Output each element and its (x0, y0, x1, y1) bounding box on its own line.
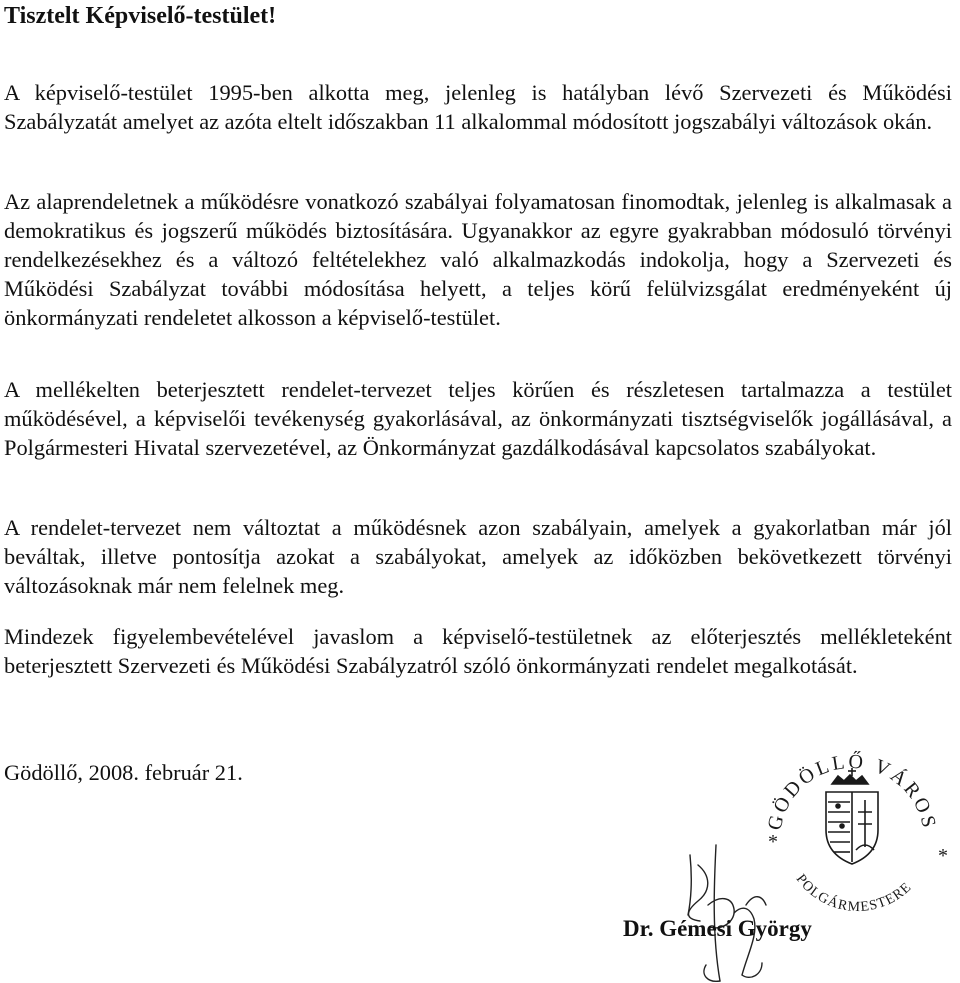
body-paragraph-3: A mellékelten beterjesztett rendelet-tervezet teljes körűen és részletesen tartalmazza a testület működésével, a képviselői tevékenység gyakorlásával, az önkormányzati tisztségviselők jogállásával, a Polgármesteri Hivatal szervezetével, az Önkormányzat gazdálkodásával kapcsolatos szabályokat. (4, 377, 952, 460)
stamp-text-bottom (793, 872, 915, 915)
signatory-name: Dr. Gémesi György (623, 916, 812, 941)
coat-of-arms-icon (826, 768, 878, 864)
handwritten-signature (650, 835, 790, 983)
body-paragraph-2: Az alaprendeletnek a működésre vonatkozó szabályai folyamatosan finomodtak, jelenleg is alkalmasak a demokratikus és jogszerű működés biztosítására. Ugyanakkor az egyre gyakrabban módosuló törvényi rendelkezésekhez és a változó feltételekhez való alkalmazkodás indokolja, hogy a Szervezeti és Működési Szabályzat további módosítása helyett, a teljes körű felülvizsgálat eredményeként új önkormányzati rendeletet alkosson a képviselő-testület. (4, 189, 952, 330)
body-paragraph-5: Mindezek figyelembevételével javaslom a képviselő-testületnek az előterjesztés mellékleteként beterjesztett Szervezeti és Működési Szabályzatról szóló önkormányzati rendelet megalkotását. (4, 624, 952, 678)
body-paragraph-4: A rendelet-tervezet nem változtat a működésnek azon szabályain, amelyek a gyakorlatban már jól beváltak, illetve pontosítja azokat a szabályokat, amelyek az időközben bekövetkezett törvényi változásoknak már nem felelnek meg. (4, 515, 952, 598)
stamp-star-right: * (938, 845, 948, 867)
salutation-heading: Tisztelt Képviselő-testület! (4, 3, 277, 29)
svg-text:POLGÁRMESTERE (793, 872, 915, 915)
date-line: Gödöllő, 2008. február 21. (4, 760, 243, 785)
body-paragraph-1: A képviselő-testület 1995-ben alkotta meg, jelenleg is hatályban lévő Szervezeti és Működési Szabályzatát amelyet az azóta eltelt időszakban 11 alkalommal módosított jogszabályi változások okán. (4, 80, 952, 134)
stamp-bottom-text-path: POLGÁRMESTERE (792, 871, 915, 916)
stamp-top-text-path: GÖDÖLLŐ VÁROS (763, 750, 941, 833)
stamp-star-left: * (768, 831, 778, 853)
